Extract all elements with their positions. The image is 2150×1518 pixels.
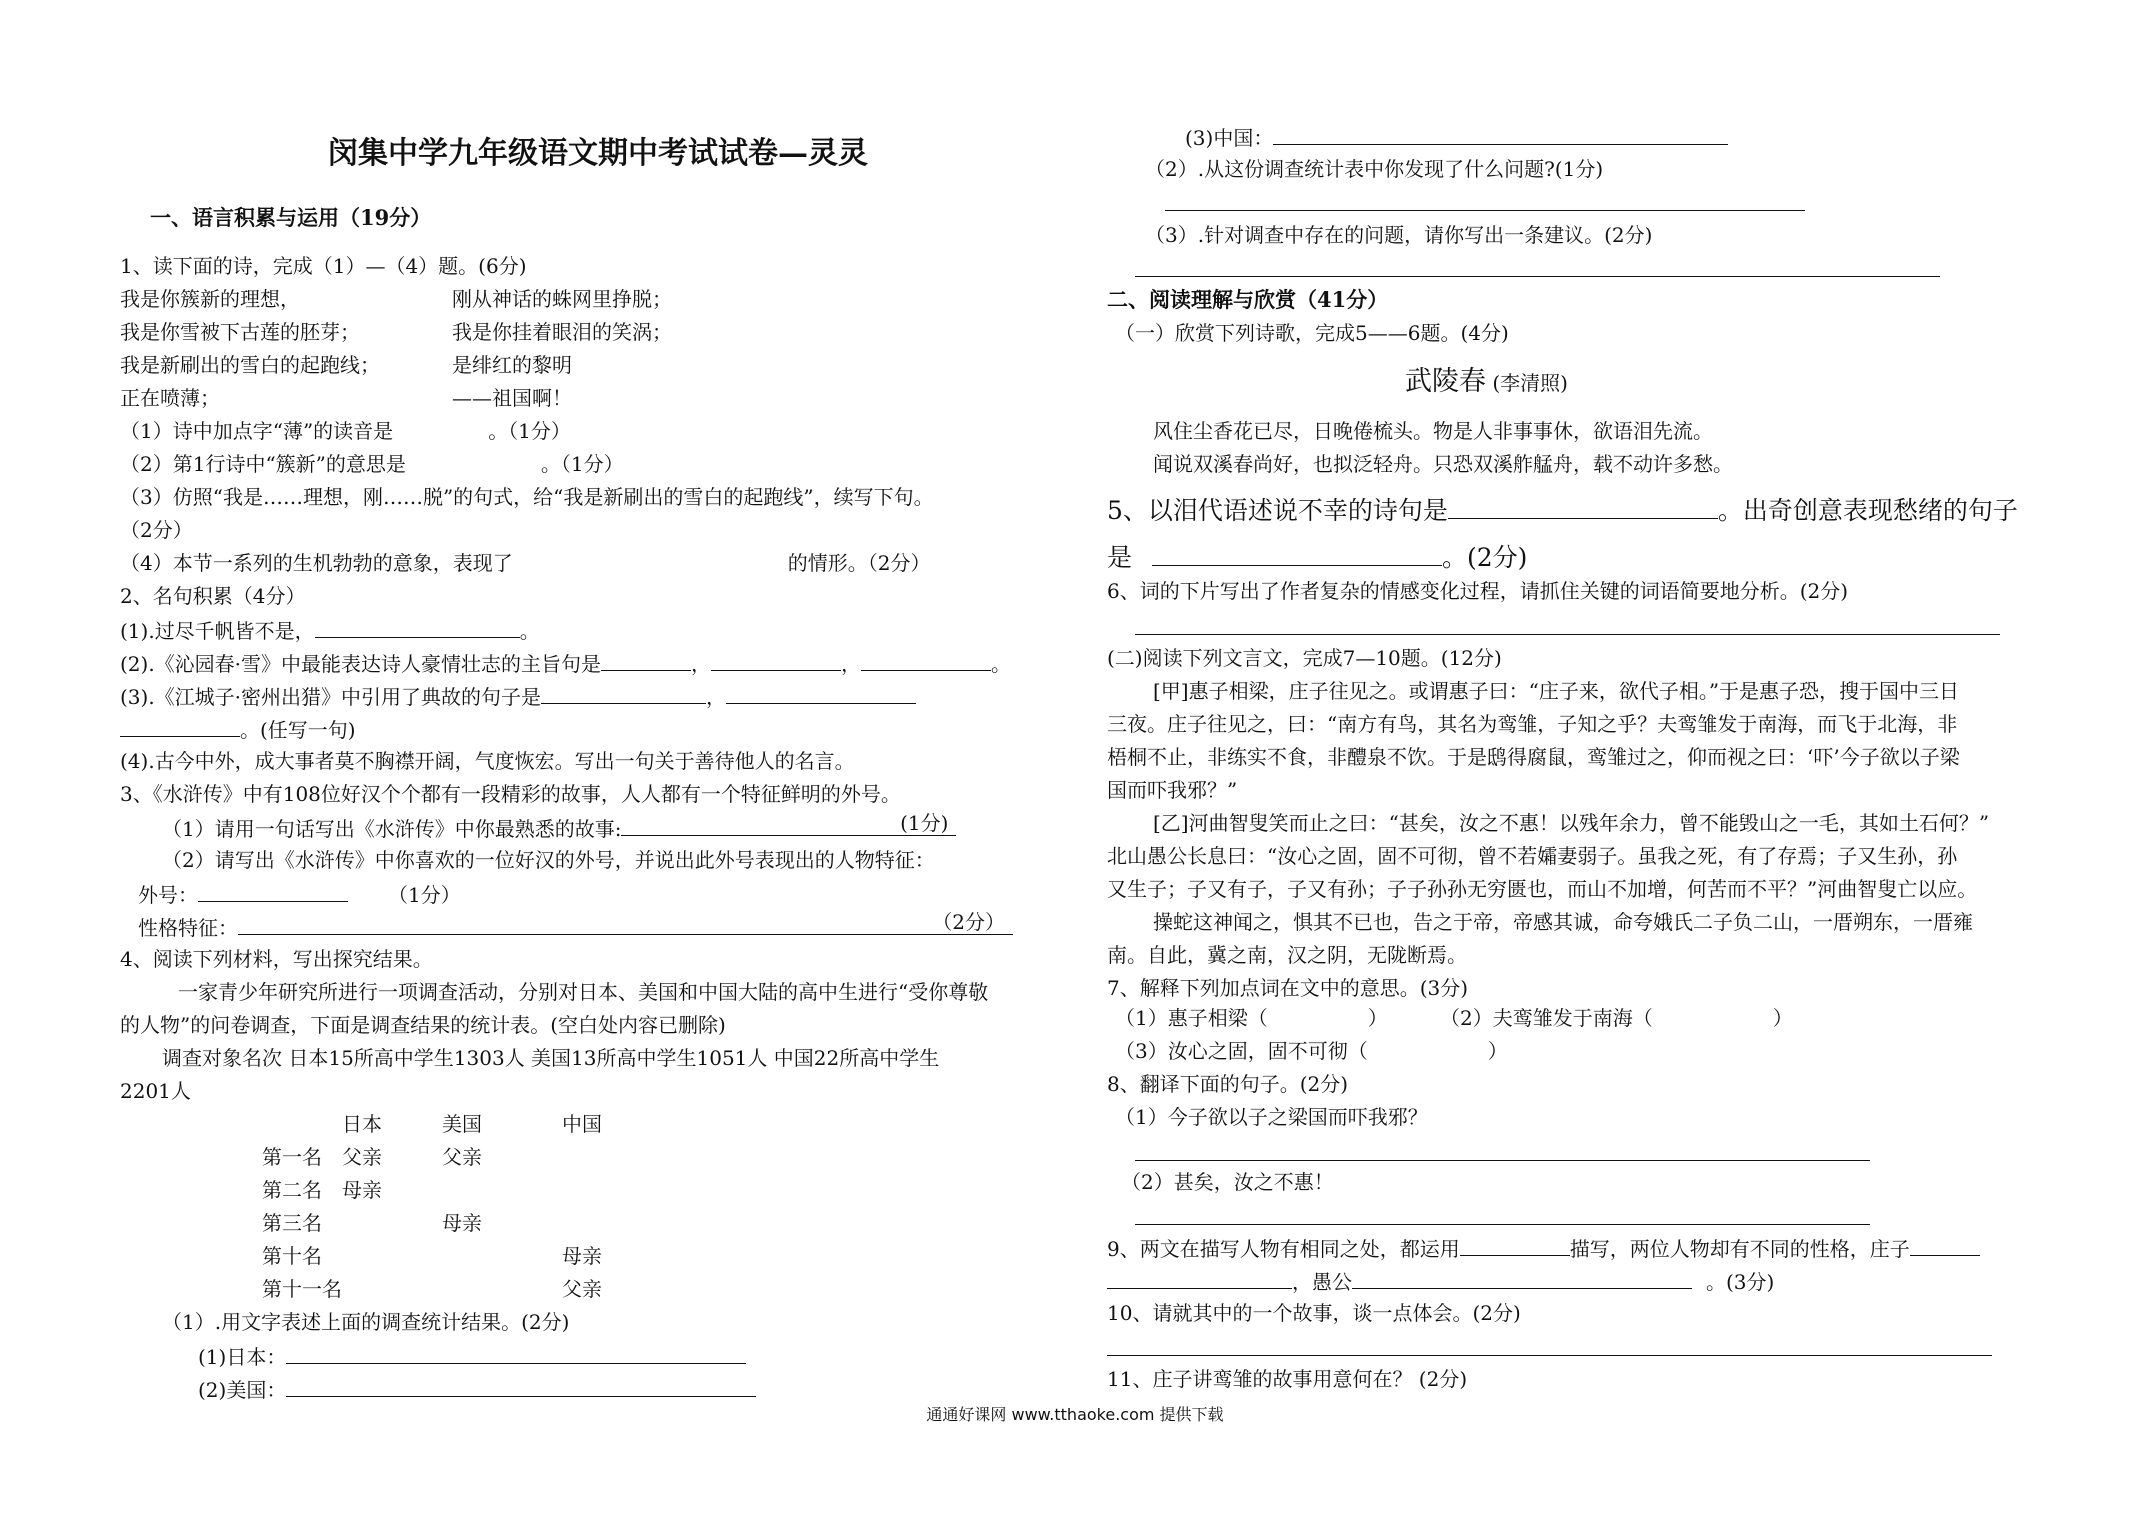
question-7: 7、解释下列加点词在文中的意思。(3分) — [1107, 976, 1469, 1000]
classical-text: 又生子；子又有子，子又有孙；子子孙孙无穷匮也，而山不加增，何苦而不平？”河曲智叟亡以应。 — [1107, 877, 1978, 901]
classical-text: 南。自此，冀之南，汉之阴，无陇断焉。 — [1107, 943, 1467, 967]
answer-blank[interactable]: (1分) — [621, 813, 956, 836]
question-5-cont: 是 。(2分) — [1107, 537, 1527, 575]
material-text: 2201人 — [120, 1079, 191, 1103]
table-header-cell: 美国 — [442, 1112, 482, 1136]
answer-blank[interactable] — [1352, 1266, 1692, 1289]
answer-line[interactable] — [1135, 1160, 1870, 1161]
question-3-1: （1）请用一句话写出《水浒传》中你最熟悉的故事: (1分) — [162, 813, 956, 843]
answer-blank[interactable]: （2分） — [238, 912, 1013, 935]
poem-line: 我是你雪被下古莲的胚芽； — [120, 320, 360, 344]
answer-blank[interactable] — [286, 1374, 756, 1397]
poem-line: 是绯红的黎明 — [452, 353, 572, 377]
poem-line: 正在喷薄； — [120, 386, 220, 410]
answer-blank[interactable] — [711, 648, 841, 671]
classical-text: 操蛇这神闻之，惧其不已也，告之于帝，帝感其诚，命夸娥氏二子负二山，一厝朔东，一厝雍 — [1153, 910, 1973, 934]
answer-blank[interactable] — [541, 681, 706, 704]
question-2-3: (3).《江城子·密州出猎》中引用了典故的句子是 ， — [120, 681, 916, 711]
classical-text: 北山愚公长息曰：“汝心之固，固不可彻，曾不若孀妻弱子。虽我之死，有了存焉；子又生孙，孙 — [1107, 844, 1958, 868]
question-9: 9、两文在描写人物有相同之处，都运用 描写，两位人物却有不同的性格，庄子 — [1107, 1233, 1980, 1263]
table-rank-cell: 第一名 — [262, 1145, 322, 1169]
poem-line: 风住尘香花已尽，日晚倦梳头。物是人非事事休，欲语泪先流。 — [1153, 419, 1713, 443]
table-rank-cell: 第三名 — [262, 1211, 322, 1235]
question-3-2: （2）请写出《水浒传》中你喜欢的一位好汉的外号，并说出此外号表现出的人物特征： — [162, 848, 935, 872]
classical-text: 三夜。庄子往见之，曰：“南方有鸟，其名为鸾雏，子知之乎？夫鸾雏发于南海，而飞于北海，非 — [1107, 712, 1958, 736]
answer-blank[interactable] — [120, 714, 240, 737]
section-2-part-1: （一）欣赏下列诗歌，完成5——6题。(4分) — [1115, 321, 1509, 345]
answer-blank[interactable] — [315, 615, 520, 638]
material-text: 的人物”的问卷调查，下面是调查结果的统计表。(空白处内容已删除) — [120, 1013, 726, 1037]
poem-line: ——祖国啊！ — [452, 386, 572, 410]
question-4-3: （3）.针对调查中存在的问题，请你写出一条建议。(2分) — [1145, 223, 1653, 247]
question-10: 10、请就其中的一个故事，谈一点体会。(2分) — [1107, 1301, 1521, 1325]
answer-blank[interactable] — [1273, 122, 1728, 145]
answer-blank[interactable] — [726, 681, 916, 704]
question-1-2: （2）第1行诗中“簇新”的意思是 。（1分） — [120, 452, 624, 476]
poem-title: 武陵春 — [1405, 366, 1486, 397]
question-6: 6、词的下片写出了作者复杂的情感变化过程，请抓住关键的词语简要地分析。(2分) — [1107, 579, 1849, 603]
question-3-2-nickname: 外号： （1分） — [138, 879, 461, 909]
table-cell: 父亲 — [442, 1145, 482, 1169]
answer-line[interactable] — [1135, 276, 1940, 277]
answer-blank[interactable] — [861, 648, 991, 671]
table-rank-cell: 第二名 — [262, 1178, 322, 1202]
section-2-part-2: (二)阅读下列文言文，完成7—10题。(12分) — [1107, 646, 1502, 670]
answer-blank[interactable] — [601, 648, 691, 671]
question-3: 3、《水浒传》中有108位好汉个个都有一段精彩的故事，人人都有一个特征鲜明的外号。 — [120, 782, 901, 806]
answer-blank[interactable] — [198, 879, 348, 902]
answer-blank[interactable] — [1460, 1233, 1570, 1256]
answer-blank[interactable] — [1107, 1266, 1292, 1289]
poem-heading — [1405, 364, 1568, 400]
exam-title: 闵集中学九年级语文期中考试试卷—灵灵 — [328, 136, 868, 171]
poem-line: 我是你挂着眼泪的笑涡； — [452, 320, 672, 344]
answer-line[interactable] — [1135, 634, 2000, 635]
section-2-heading: 二、阅读理解与欣赏（41分） — [1107, 287, 1389, 312]
answer-blank[interactable] — [1910, 1233, 1980, 1256]
question-4-2: （2）.从这份调查统计表中你发现了什么问题?(1分) — [1145, 157, 1604, 181]
question-8-1: （1）今子欲以子之梁国而吓我邪？ — [1115, 1105, 1428, 1129]
poem-line: 我是你簇新的理想， — [120, 287, 300, 311]
question-7-3: （3）汝心之固，固不可彻（ ） — [1115, 1039, 1508, 1063]
question-9-cont: ，愚公 。(3分) — [1107, 1266, 1774, 1296]
answer-line[interactable] — [1107, 1355, 1992, 1356]
question-8: 8、翻译下面的句子。(2分) — [1107, 1072, 1349, 1096]
question-2: 2、名句积累（4分） — [120, 584, 306, 608]
question-1: 1、读下面的诗，完成（1）—（4）题。(6分) — [120, 254, 527, 278]
question-4-1-china: (3)中国： — [1185, 122, 1728, 152]
question-4-1-japan: (1)日本： — [198, 1341, 746, 1371]
table-cell: 父亲 — [342, 1145, 382, 1169]
material-text: 一家青少年研究所进行一项调查活动，分别对日本、美国和中国大陆的高中生进行“受你尊敬 — [178, 980, 989, 1004]
question-4-1: （1）.用文字表述上面的调查统计结果。(2分) — [162, 1310, 570, 1334]
answer-blank[interactable] — [1448, 490, 1718, 519]
poem-line: 我是新刷出的雪白的起跑线； — [120, 353, 380, 377]
answer-line[interactable] — [1135, 1224, 1870, 1225]
question-4-1-usa: (2)美国： — [198, 1374, 756, 1404]
section-1-heading: 一、语言积累与运用（19分） — [150, 205, 432, 230]
table-cell: 母亲 — [562, 1244, 602, 1268]
answer-line[interactable] — [1165, 210, 1805, 211]
poem-author: (李清照) — [1492, 371, 1568, 395]
question-1-4: （4）本节一系列的生机勃勃的意象，表现了 的情形。（2分） — [120, 551, 931, 575]
classical-text: [乙]河曲智叟笑而止之曰：“甚矣，汝之不惠！以残年余力，曾不能毁山之一毛，其如土石何？” — [1153, 811, 1990, 835]
question-1-1: （1）诗中加点字“薄”的读音是 。（1分） — [120, 419, 571, 443]
table-cell: 母亲 — [442, 1211, 482, 1235]
poem-line: 刚从神话的蛛网里挣脱； — [452, 287, 672, 311]
table-rank-cell: 第十名 — [262, 1244, 322, 1268]
poem-line: 闻说双溪春尚好，也拟泛轻舟。只恐双溪舴艋舟，载不动许多愁。 — [1153, 452, 1733, 476]
question-3-2-trait: 性格特征： （2分） — [138, 912, 1013, 942]
answer-blank[interactable] — [286, 1341, 746, 1364]
table-header-cell: 中国 — [562, 1112, 602, 1136]
question-8-2: （2）甚矣，汝之不惠！ — [1121, 1170, 1334, 1194]
table-cell: 父亲 — [562, 1277, 602, 1301]
question-2-3-cont: 。(任写一句) — [120, 714, 356, 744]
table-rank-cell: 第十一名 — [262, 1277, 342, 1301]
question-7-2: （2）夫鸾雏发于南海（ ） — [1440, 1006, 1793, 1030]
classical-text: 国而吓我邪？” — [1107, 778, 1238, 802]
question-11: 11、庄子讲鸾雏的故事用意何在？ (2分) — [1107, 1367, 1468, 1391]
question-2-2: (2).《沁园春·雪》中最能表达诗人豪情壮志的主旨句是 ， ， 。 — [120, 648, 1011, 678]
answer-blank[interactable] — [1152, 537, 1442, 566]
question-1-3-score: （2分） — [120, 518, 193, 542]
question-1-3: （3）仿照“我是……理想，刚……脱”的句式，给“我是新刷出的雪白的起跑线”，续写下句。 — [120, 485, 934, 509]
footer-credit: 通通好课网 www.tthaoke.com 提供下载 — [926, 1405, 1224, 1424]
table-cell: 母亲 — [342, 1178, 382, 1202]
table-header-cell: 日本 — [342, 1112, 382, 1136]
question-7-1: （1）惠子相梁（ ） — [1115, 1006, 1388, 1030]
classical-text: 梧桐不止，非练实不食，非醴泉不饮。于是鸱得腐鼠，鸾雏过之，仰而视之曰：‘吓’今子欲以子梁 — [1107, 745, 1960, 769]
classical-text: [甲]惠子相梁，庄子往见之。或谓惠子曰：“庄子来，欲代子相。”于是惠子恐，搜于国中三日 — [1153, 679, 1960, 703]
question-2-1: (1).过尽千帆皆不是， 。 — [120, 615, 540, 645]
material-text: 调查对象名次 日本15所高中学生1303人 美国13所高中学生1051人 中国22所高中学生 — [162, 1046, 940, 1070]
question-4: 4、阅读下列材料，写出探究结果。 — [120, 947, 433, 971]
question-5: 5、以泪代语述说不幸的诗句是 。出奇创意表现愁绪的句子 — [1107, 490, 2018, 528]
question-2-4: (4).古今中外，成大事者莫不胸襟开阔，气度恢宏。写出一句关于善待他人的名言。 — [120, 749, 855, 773]
